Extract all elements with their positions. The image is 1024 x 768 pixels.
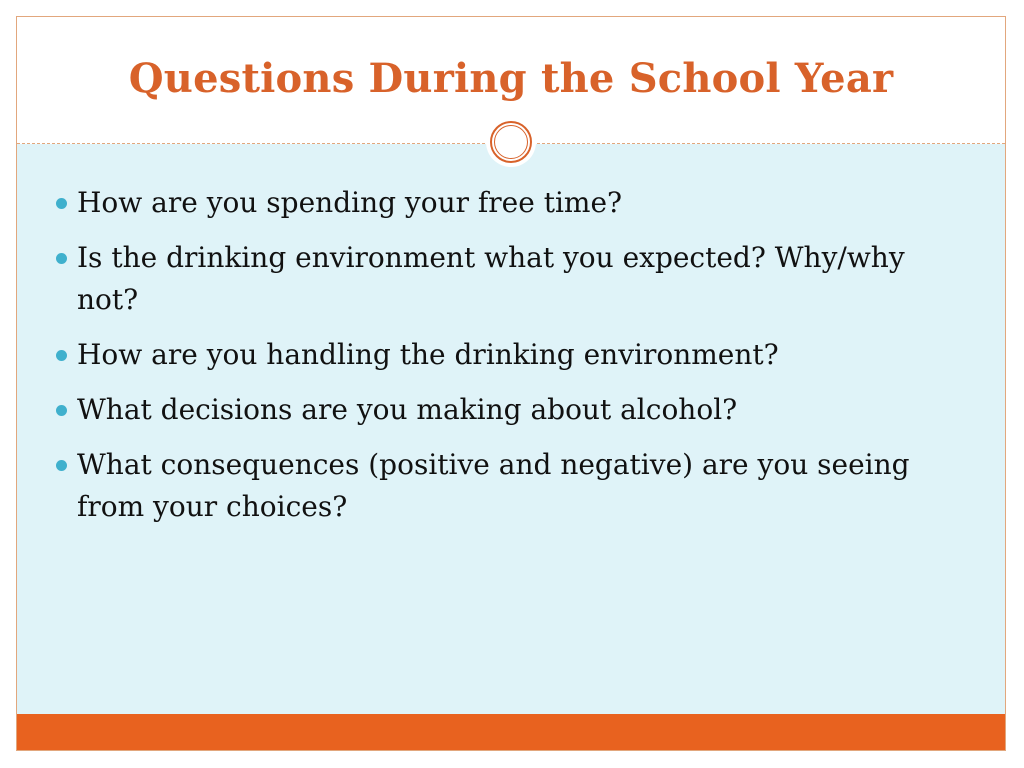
bullet-list	[56, 182, 956, 541]
bullet-dot-icon	[56, 198, 67, 209]
bullet-dot-icon	[56, 460, 67, 471]
bullet-item	[56, 237, 956, 321]
double-circle-icon	[486, 117, 536, 167]
footer-bar	[17, 714, 1005, 750]
bullet-item	[56, 182, 956, 224]
bullet-dot-icon	[56, 253, 67, 264]
bullet-dot-icon	[56, 405, 67, 416]
bullet-text: How are you spending your free time?	[77, 186, 623, 219]
bullet-item	[56, 389, 956, 431]
bullet-text: Is the drinking environment what you expected? Why/why not?	[77, 241, 905, 316]
bullet-item	[56, 334, 956, 376]
bullet-item	[56, 444, 956, 528]
slide	[16, 16, 1006, 751]
bullet-dot-icon	[56, 350, 67, 361]
bullet-text: How are you handling the drinking environment?	[77, 338, 779, 371]
bullet-text: What consequences (positive and negative) are you seeing from your choices?	[77, 448, 910, 523]
ornament-inner-ring	[494, 125, 528, 159]
slide-title: Questions During the School Year	[128, 55, 894, 102]
bullet-text: What decisions are you making about alcohol?	[77, 393, 738, 426]
